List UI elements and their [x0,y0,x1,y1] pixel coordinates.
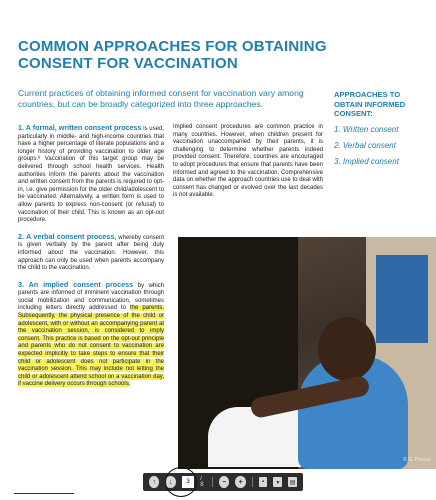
paragraph-implied-consent [18,281,164,389]
toolbar-divider [212,477,213,487]
paragraph-written-consent [18,124,164,225]
zoom-out-icon[interactable]: − [219,476,229,488]
implied-consent-heading: 3. An implied consent process [18,279,134,289]
verbal-consent-heading: 2. A verbal consent process, [18,231,117,241]
verbal-consent-body: whereby consent is given verbally by the parent after being duly informed about the vaccination. However, this approach can only be used when parents accompany the child to the vaccination. [18,234,165,272]
zoom-in-icon[interactable]: + [235,476,245,488]
sidebar-item-written: 1. Written consent [334,124,399,134]
page-title: COMMON APPROACHES FOR OBTAINING CONSENT FOR VACCINATION [18,38,327,72]
paragraph-verbal-consent [18,233,164,273]
annotation-circle [165,467,197,497]
vaccination-photo [178,237,436,469]
download-icon[interactable]: ▾ [273,477,282,487]
implied-consent-body: by which parents are informed of imminent vaccination through social mobilization and communication, sometimes including letters directly addressed to [18,282,164,312]
print-icon[interactable]: ▤ [288,477,297,487]
footer-rule [14,493,74,494]
save-icon[interactable]: ▪ [259,477,268,487]
page-count: / 8 [200,476,204,488]
sidebar-heading: APPROACHES TO OBTAIN INFORMED CONSENT: [334,90,406,118]
written-consent-heading: 1. A formal, written consent process [18,123,142,132]
page-number-input[interactable]: 3 [182,476,194,488]
column-left [18,124,164,397]
intro-text: Current practices of obtaining informed consent for vaccination vary among countries, but can be broadly categorized into three approaches. [18,88,304,109]
highlighted-text: the parents. Subsequently, the physical presence of the child or adolescent, with or without an accompanying parent at the vaccination session, is considered to imply consent. This practice is based on the opt-out principle and parents who do not consent to vaccination are expected implicitly to take steps to ensure that their child or adolescent does not participate in the vaccination session. This may include not letting the child or adolescent attend school on a vaccination day, if vaccine delivery occurs through schools. [18,305,165,388]
arrow-up-icon[interactable]: ↑ [149,476,159,488]
photo-child-head [318,317,376,381]
arrow-down-icon[interactable]: ↓ [165,476,175,488]
column-middle [173,124,323,208]
paragraph-implied-practice: Implied consent procedures are common practice in many countries. However, when children present for vaccination unaccompanied by their parents, it is challenging to determine whether parents indeed provided consent. Therefore, countries are encouraged to adopt procedures that ensure that parents have been informed and agreed to the vaccination. Comprehensive data on whether the approach countries use to deal with consent has changed or evolved over the last decades is not available. [173,124,323,199]
photo-poster [376,255,428,343]
approaches-sidebar [334,90,429,173]
sidebar-item-verbal: 2. Verbal consent [334,140,396,150]
photo-credit: © G. Pirozzi [403,457,430,463]
sidebar-item-implied: 3. Implied consent [334,156,399,166]
toolbar-divider [252,477,253,487]
written-consent-body: is used, particularly in middle- and high-income countries that have a higher percentage of literate populations and a longer history of providing vaccination to older age groups.⁸ Vaccination of this target group may be delivered through school health services. Health authorities inform the parents about the vaccination and written consent from the parents is required to opt-in, i.e. give permission for the older child/adolescent to be vaccinated. Alternatively, a written form is used to allow parents to express non-consent (or refusal) to vaccination of their child. This is known as an opt-out procedure. [18,126,164,224]
